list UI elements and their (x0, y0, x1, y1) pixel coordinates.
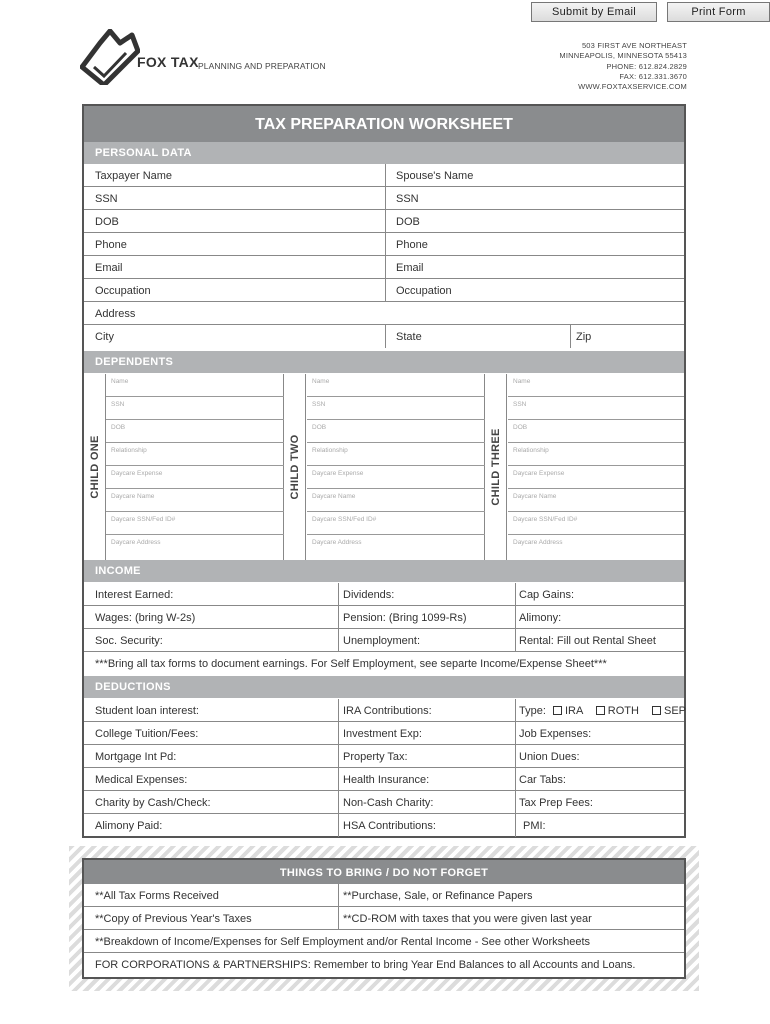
personal-row (84, 279, 684, 302)
child-two-dob-field[interactable]: DOB (307, 420, 485, 443)
state-field[interactable]: State (396, 331, 422, 343)
child-three-dob-field[interactable]: DOB (508, 420, 684, 443)
address-line: FAX: 612.331.3670 (619, 71, 687, 81)
spouse-phone-field[interactable]: Phone (396, 239, 428, 251)
things-item: **All Tax Forms Received (95, 890, 219, 902)
deduction-row (84, 814, 684, 837)
section-dependents: DEPENDENTS (84, 351, 684, 373)
spouse-ssn-field[interactable]: SSN (396, 193, 419, 205)
hsa-contributions-field[interactable]: HSA Contributions: (343, 820, 436, 832)
charity-cash-field[interactable]: Charity by Cash/Check: (95, 797, 211, 809)
things-row (84, 930, 684, 953)
child-three-daycare-expense-field[interactable]: Daycare Expense (508, 466, 684, 489)
things-item: **Copy of Previous Year's Taxes (95, 913, 252, 925)
brand-tagline: PLANNING AND PREPARATION (198, 61, 326, 71)
child-two-ssn-field[interactable]: SSN (307, 397, 485, 420)
section-income: INCOME (84, 560, 684, 582)
things-breakdown: **Breakdown of Income/Expenses for Self Employment and/or Rental Income - See other Worksheets (95, 936, 591, 948)
deduction-row (84, 768, 684, 791)
things-row (84, 907, 684, 930)
child-three-daycare-address-field[interactable]: Daycare Address (513, 539, 563, 546)
rental-field[interactable]: Rental: Fill out Rental Sheet (519, 635, 656, 647)
taxpayer-dob-field[interactable]: DOB (95, 216, 119, 228)
investment-exp-field[interactable]: Investment Exp: (343, 728, 422, 740)
section-personal-data: PERSONAL DATA (84, 142, 684, 164)
child-two-daycare-address-field[interactable]: Daycare Address (312, 539, 362, 546)
social-security-field[interactable]: Soc. Security: (95, 635, 163, 647)
deduction-row (84, 791, 684, 814)
child-one-dob-field[interactable]: DOB (106, 420, 284, 443)
income-row (84, 583, 684, 606)
personal-row (84, 187, 684, 210)
spouse-occupation-field[interactable]: Occupation (396, 285, 452, 297)
personal-row (84, 325, 684, 348)
income-row (84, 606, 684, 629)
roth-checkbox[interactable] (596, 706, 605, 715)
child-one-daycare-ssn-field[interactable]: Daycare SSN/Fed ID# (106, 512, 284, 535)
dividends-field[interactable]: Dividends: (343, 589, 395, 601)
child-three-label (485, 374, 507, 560)
car-tabs-field[interactable]: Car Tabs: (519, 774, 566, 786)
spouse-email-field[interactable]: Email (396, 262, 424, 274)
income-row (84, 629, 684, 652)
company-address (559, 41, 687, 92)
personal-row (84, 210, 684, 233)
mortgage-interest-field[interactable]: Mortgage Int Pd: (95, 751, 177, 763)
address-line: PHONE: 612.824.2829 (606, 61, 687, 71)
child-three-name-field[interactable]: Name (508, 374, 684, 397)
college-tuition-field[interactable]: College Tuition/Fees: (95, 728, 199, 740)
medical-expenses-field[interactable]: Medical Expenses: (95, 774, 188, 786)
cap-gains-field[interactable]: Cap Gains: (519, 589, 575, 601)
things-item: **Purchase, Sale, or Refinance Papers (343, 890, 533, 902)
personal-row (84, 164, 684, 187)
city-field[interactable]: City (95, 331, 114, 343)
personal-row (84, 302, 684, 325)
ira-option-label: IRA (564, 705, 583, 717)
taxpayer-email-field[interactable]: Email (95, 262, 123, 274)
things-row (84, 884, 684, 907)
child-one-label (84, 374, 106, 560)
things-row (84, 953, 684, 976)
unemployment-field[interactable]: Unemployment: (343, 635, 421, 647)
address-line: 503 FIRST AVE NORTHEAST (581, 41, 687, 50)
taxpayer-name-field[interactable]: Taxpayer Name (95, 170, 173, 182)
child-two-name-field[interactable]: Name (307, 374, 485, 397)
personal-row (84, 256, 684, 279)
pension-field[interactable]: Pension: (Bring 1099-Rs) (343, 612, 467, 624)
pmi-field[interactable]: PMI: (523, 820, 546, 832)
interest-earned-field[interactable]: Interest Earned: (95, 589, 174, 601)
child-three-label-text: CHILD THREE (489, 428, 502, 506)
address-field[interactable]: Address (95, 308, 136, 320)
taxpayer-occupation-field[interactable]: Occupation (95, 285, 151, 297)
child-two-label (284, 374, 306, 560)
income-note: ***Bring all tax forms to document earnings. For Self Employment, see separte Income/Expense Sheet*** (95, 658, 607, 670)
things-title: THINGS TO BRING / DO NOT FORGET (84, 860, 684, 884)
deduction-row (84, 745, 684, 768)
child-one-label-text: CHILD ONE (88, 435, 101, 499)
deduction-row (84, 722, 684, 745)
child-two-relationship-field[interactable]: Relationship (307, 443, 485, 466)
child-one-relationship-field[interactable]: Relationship (106, 443, 284, 466)
income-note-row (84, 652, 684, 675)
child-three-ssn-field[interactable]: SSN (508, 397, 684, 420)
address-line: MINNEAPOLIS, MINNESOTA 55413 (559, 51, 687, 61)
tax-prep-fees-field[interactable]: Tax Prep Fees: (519, 797, 593, 809)
health-insurance-field[interactable]: Health Insurance: (343, 774, 430, 786)
child-two-daycare-name-field[interactable]: Daycare Name (307, 489, 485, 512)
brand-name: FOX TAX (137, 54, 199, 70)
things-to-bring-box (82, 858, 686, 979)
child-one-name-field[interactable]: Name (106, 374, 284, 397)
job-expenses-field[interactable]: Job Expenses: (519, 728, 592, 740)
ira-type-label: Type: (519, 705, 546, 717)
sep-option-label: SEP (664, 705, 687, 717)
child-one-daycare-name-field[interactable]: Daycare Name (106, 489, 284, 512)
alimony-paid-field[interactable]: Alimony Paid: (95, 820, 163, 832)
section-deductions: DEDUCTIONS (84, 676, 684, 698)
spouse-dob-field[interactable]: DOB (396, 216, 420, 228)
taxpayer-ssn-field[interactable]: SSN (95, 193, 118, 205)
child-one-ssn-field[interactable]: SSN (106, 397, 284, 420)
fox-tax-logo-icon (80, 29, 140, 85)
child-one-daycare-address-field[interactable]: Daycare Address (111, 539, 161, 546)
alimony-income-field[interactable]: Alimony: (519, 612, 562, 624)
wages-field[interactable]: Wages: (bring W-2s) (95, 612, 196, 624)
address-line: WWW.FOXTAXSERVICE.COM (578, 82, 687, 92)
property-tax-field[interactable]: Property Tax: (343, 751, 408, 763)
non-cash-charity-field[interactable]: Non-Cash Charity: (343, 797, 434, 809)
student-loan-interest-field[interactable]: Student loan interest: (95, 705, 199, 717)
tax-worksheet (82, 104, 686, 838)
ira-type-group (508, 699, 687, 722)
child-three-daycare-name-field[interactable]: Daycare Name (508, 489, 684, 512)
child-two-label-text: CHILD TWO (288, 434, 301, 500)
taxpayer-phone-field[interactable]: Phone (95, 239, 127, 251)
spouse-name-field[interactable]: Spouse's Name (396, 170, 474, 182)
child-three-relationship-field[interactable]: Relationship (508, 443, 684, 466)
ira-contributions-field[interactable]: IRA Contributions: (343, 705, 432, 717)
zip-field[interactable]: Zip (576, 331, 592, 343)
child-one-daycare-expense-field[interactable]: Daycare Expense (106, 466, 284, 489)
print-form-button[interactable]: Print Form (667, 2, 770, 22)
child-two-daycare-expense-field[interactable]: Daycare Expense (307, 466, 485, 489)
things-item: **CD-ROM with taxes that you were given last year (343, 913, 592, 925)
roth-option-label: ROTH (607, 705, 639, 717)
things-corporations: FOR CORPORATIONS & PARTNERSHIPS: Remember to bring Year End Balances to all Accounts and Loans. (95, 959, 636, 971)
worksheet-title: TAX PREPARATION WORKSHEET (84, 106, 684, 142)
deduction-row (84, 699, 687, 722)
ira-checkbox[interactable] (553, 706, 562, 715)
sep-checkbox[interactable] (652, 706, 661, 715)
roth-option[interactable] (596, 705, 639, 717)
child-three-daycare-ssn-field[interactable]: Daycare SSN/Fed ID# (508, 512, 684, 535)
submit-by-email-button[interactable]: Submit by Email (531, 2, 657, 22)
personal-row (84, 233, 684, 256)
child-two-daycare-ssn-field[interactable]: Daycare SSN/Fed ID# (307, 512, 485, 535)
union-dues-field[interactable]: Union Dues: (519, 751, 580, 763)
sep-option[interactable] (652, 705, 686, 717)
ira-option[interactable] (553, 705, 583, 717)
